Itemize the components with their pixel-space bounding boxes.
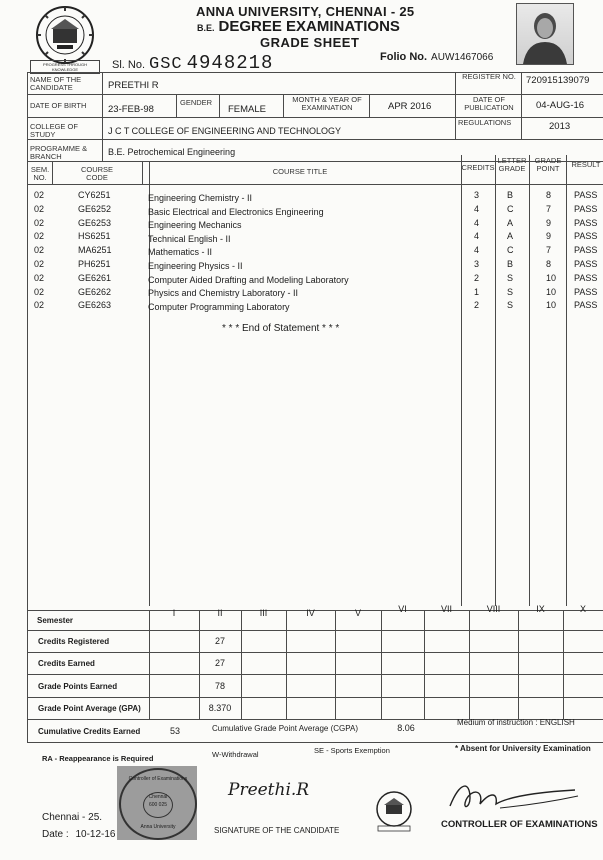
seal-text: Controller of Examinations	[128, 776, 188, 782]
rule	[369, 94, 370, 117]
university-logo	[33, 5, 97, 67]
rule	[521, 72, 522, 139]
course-letter: A	[507, 217, 514, 228]
credits-registered-value: 27	[214, 636, 225, 646]
semester-label: Semester	[37, 616, 74, 625]
course-title: Engineering Chemistry - II	[148, 193, 253, 203]
folio-value: AUW1467066	[431, 52, 494, 63]
gender-value: FEMALE	[228, 104, 267, 115]
col-letter: LETTER GRADE	[497, 156, 527, 173]
rule	[424, 610, 425, 719]
serial-number	[112, 52, 273, 74]
course-credits: 4	[474, 245, 480, 256]
semester-header: VI	[398, 604, 407, 614]
semester-header: VIII	[486, 604, 501, 614]
programme-value: B.E. Petrochemical Engineering	[108, 147, 236, 157]
col-credits: CREDITS	[461, 163, 495, 172]
rule	[27, 630, 603, 631]
rule	[27, 139, 603, 140]
course-result: PASS	[574, 272, 598, 283]
course-credits: 4	[474, 231, 480, 242]
course-code: HS6251	[78, 231, 111, 242]
rule	[381, 610, 382, 719]
course-row	[28, 190, 603, 207]
date-label: Date :	[42, 829, 69, 840]
cumulative-credits-value: 53	[169, 726, 180, 736]
rule	[286, 610, 287, 719]
candidate-name: PREETHI R	[108, 80, 159, 91]
course-credits: 1	[474, 286, 480, 297]
course-code: CY6251	[78, 190, 111, 200]
course-row	[28, 231, 603, 248]
rule	[469, 610, 470, 719]
course-code: GE6252	[78, 203, 112, 214]
col-grade-point: GRADE POINT	[534, 156, 562, 173]
course-gp: 8	[546, 259, 552, 269]
semester-header: X	[579, 604, 586, 614]
course-letter: S	[507, 272, 514, 283]
rule	[52, 161, 53, 184]
exam-month-value: APR 2016	[388, 101, 432, 112]
register-number: 720915139079	[526, 75, 590, 86]
credits-earned-label: Credits Earned	[38, 659, 95, 668]
course-credits: 4	[474, 217, 480, 228]
course-code: GE6253	[78, 217, 112, 228]
course-letter: S	[507, 286, 514, 297]
course-sem: 02	[34, 300, 45, 311]
course-code: GE6263	[78, 300, 112, 311]
rule	[27, 697, 603, 698]
sheet-title: GRADE SHEET	[260, 35, 360, 50]
course-credits: 2	[474, 300, 480, 311]
course-title: Computer Programming Laboratory	[148, 301, 290, 312]
course-row	[28, 247, 603, 261]
course-code: PH6251	[78, 259, 111, 269]
course-gp: 7	[546, 203, 552, 214]
rule	[219, 94, 220, 117]
course-letter: C	[507, 245, 514, 256]
controller-label: CONTROLLER OF EXAMINATIONS	[441, 819, 598, 830]
course-gp: 9	[546, 217, 552, 228]
course-letter: S	[507, 300, 514, 311]
course-credits: 3	[474, 190, 480, 200]
course-sem: 02	[34, 286, 45, 297]
ra-note: RA - Reappearance is Required	[42, 754, 154, 763]
rule	[27, 72, 28, 610]
university-name: ANNA UNIVERSITY, CHENNAI - 25	[196, 4, 415, 19]
place: Chennai - 25.	[42, 812, 103, 823]
rule	[563, 610, 564, 719]
course-result: PASS	[574, 245, 598, 256]
course-sem: 02	[34, 259, 45, 269]
col-code: COURSE CODE	[80, 165, 114, 182]
rule	[149, 610, 150, 719]
publication-date: 04-AUG-16	[536, 100, 585, 111]
course-row	[28, 261, 603, 275]
candidate-signature-label: SIGNATURE OF THE CANDIDATE	[214, 826, 340, 835]
course-title: Engineering Mechanics	[148, 220, 242, 231]
medium-of-instruction: Medium of instruction : ENGLISH	[457, 718, 575, 727]
exam-title-text: DEGREE EXAMINATIONS	[218, 18, 400, 35]
course-row	[28, 272, 603, 289]
course-gp: 7	[546, 245, 552, 256]
rule	[241, 610, 242, 719]
col-title: COURSE TITLE	[272, 167, 328, 176]
rule	[27, 117, 603, 118]
rule	[27, 674, 603, 675]
semester-header: V	[354, 608, 361, 618]
seal-center: Chennai 600 025	[143, 792, 173, 818]
course-title: Physics and Chemistry Laboratory - II	[148, 288, 299, 299]
candidate-photo	[516, 3, 574, 65]
rule	[102, 72, 103, 161]
exam-title	[197, 18, 400, 35]
course-row	[28, 302, 603, 316]
college-name: J C T COLLEGE OF ENGINEERING AND TECHNOLOGY	[108, 126, 342, 136]
regulations-value: 2013	[549, 121, 571, 132]
course-credits: 2	[474, 272, 480, 283]
course-letter: A	[507, 231, 514, 242]
register-label: REGISTER NO.	[462, 72, 516, 81]
course-code: MA6251	[78, 245, 112, 256]
gender-label: GENDER	[180, 98, 213, 107]
degree-prefix: B.E.	[197, 23, 215, 33]
course-result: PASS	[574, 286, 598, 297]
date-value: 10-12-16	[75, 829, 116, 840]
course-code: GE6262	[78, 286, 112, 297]
course-gp: 10	[546, 300, 557, 311]
semester-header: II	[217, 608, 223, 618]
course-title: Mathematics - II	[148, 247, 213, 258]
gpa-label: Grade Point Average (GPA)	[38, 704, 141, 713]
programme-label: PROGRAMME & BRANCH	[30, 144, 88, 161]
seal-bottom-text: Anna University	[140, 824, 176, 830]
absent-note: * Absent for University Examination	[455, 744, 591, 753]
course-result: PASS	[574, 190, 598, 200]
course-letter: C	[507, 203, 514, 214]
grade-points-label: Grade Points Earned	[38, 682, 118, 691]
rule	[27, 742, 603, 743]
rule	[27, 652, 603, 653]
semester-header: IX	[536, 604, 545, 614]
name-label: NAME OF THE CANDIDATE	[30, 75, 82, 92]
end-of-statement: * * * End of Statement * * *	[222, 323, 340, 334]
course-result: PASS	[574, 300, 598, 311]
folio-label: Folio No.	[380, 51, 428, 63]
serial-value: 4948218	[186, 52, 274, 74]
controller-signature	[440, 776, 580, 816]
rule	[518, 610, 519, 719]
course-sem: 02	[34, 203, 45, 214]
course-result: PASS	[574, 203, 598, 214]
course-letter: B	[507, 190, 514, 200]
gpa-value: 8.370	[208, 703, 232, 713]
course-gp: 10	[546, 272, 557, 283]
course-row	[28, 288, 603, 302]
date-field	[42, 829, 116, 840]
college-label: COLLEGE OF STUDY	[30, 122, 78, 139]
course-gp: 9	[546, 231, 552, 242]
exam-month-label: MONTH & YEAR OF EXAMINATION	[292, 95, 362, 112]
semester-header: VII	[440, 604, 452, 614]
credits-earned-value: 27	[214, 658, 225, 668]
col-sem: SEM. NO.	[30, 165, 50, 182]
dob-label: DATE OF BIRTH	[30, 101, 87, 110]
course-gp: 10	[546, 286, 557, 297]
course-row	[28, 203, 603, 221]
rule	[335, 610, 336, 719]
course-result: PASS	[574, 231, 598, 242]
course-result: PASS	[574, 259, 598, 269]
folio-number	[380, 51, 493, 63]
cgpa-value: 8.06	[397, 723, 415, 733]
col-result: RESULT	[571, 160, 601, 169]
cgpa-label: Cumulative Grade Point Average (CGPA)	[212, 724, 358, 733]
course-code: GE6261	[78, 272, 112, 283]
credits-registered-label: Credits Registered	[38, 637, 110, 646]
rule	[176, 94, 177, 117]
course-sem: 02	[34, 231, 45, 242]
semester-header: IV	[306, 608, 315, 618]
course-gp: 8	[546, 190, 552, 200]
serial-label: Sl. No.	[112, 59, 146, 71]
publication-label: DATE OF PUBLICATION	[464, 95, 514, 112]
serial-prefix: GSC	[149, 55, 183, 74]
withdrawal-note: W-Withdrawal	[212, 750, 259, 759]
semester-header: I	[172, 608, 176, 618]
course-row	[28, 217, 603, 234]
course-sem: 02	[34, 190, 45, 200]
candidate-signature: Preethi.R	[228, 780, 310, 800]
course-credits: 4	[474, 203, 480, 214]
semester-header: III	[259, 608, 268, 618]
sports-exemption-note: SE - Sports Exemption	[314, 746, 390, 755]
rule	[455, 72, 456, 139]
footer-university-logo	[372, 790, 416, 832]
course-letter: B	[507, 259, 514, 269]
rule	[27, 184, 603, 185]
cumulative-credits-label: Cumulative Credits Earned	[38, 727, 141, 736]
regulations-label: REGULATIONS	[458, 118, 512, 127]
course-credits: 3	[474, 259, 480, 269]
dob-value: 23-FEB-98	[108, 104, 154, 115]
course-sem: 02	[34, 272, 45, 283]
grade-points-value: 78	[214, 681, 225, 691]
rule	[27, 610, 28, 742]
logo-motto: PROGRESS THROUGH KNOWLEDGE	[30, 60, 100, 74]
course-sem: 02	[34, 217, 45, 228]
course-title: Technical English - II	[148, 233, 231, 244]
rule	[142, 161, 143, 184]
course-sem: 02	[34, 245, 45, 256]
course-result: PASS	[574, 217, 598, 228]
rule	[283, 94, 284, 117]
course-title: Basic Electrical and Electronics Engineering	[148, 206, 324, 217]
course-title: Computer Aided Drafting and Modeling Laboratory	[148, 274, 349, 285]
course-title: Engineering Physics - II	[148, 261, 243, 271]
